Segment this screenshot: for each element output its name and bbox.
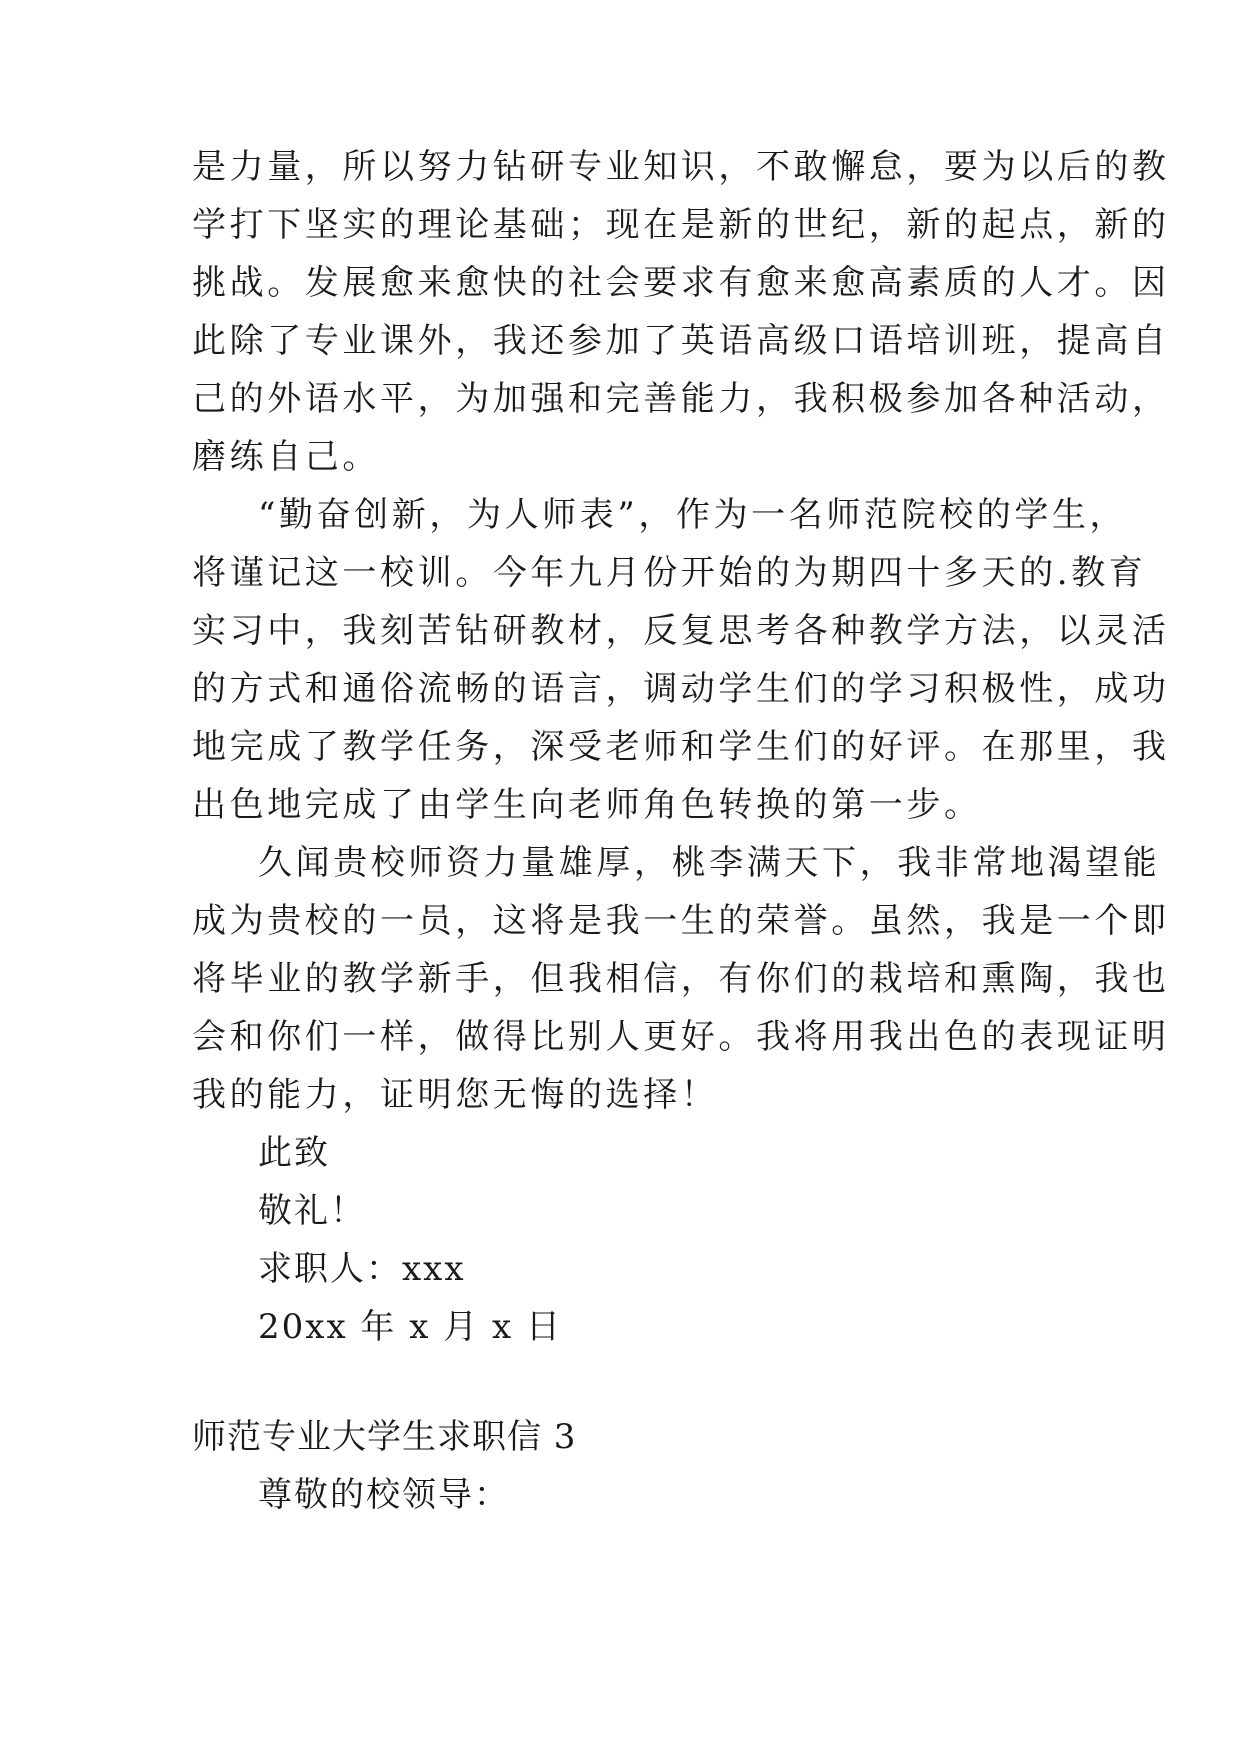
paragraph-1-line-4: 此除了专业课外，我还参加了英语高级口语培训班，提高自 — [192, 321, 1170, 361]
closing-salutation: 此致 — [258, 1133, 330, 1173]
closing-regards: 敬礼！ — [258, 1191, 366, 1231]
applicant-signature: 求职人：xxx — [258, 1249, 466, 1289]
paragraph-3-line-2: 成为贵校的一员，这将是我一生的荣誉。虽然，我是一个即 — [192, 901, 1170, 941]
paragraph-2-line-1: “勤奋创新，为人师表”，作为一名师范院校的学生， — [258, 495, 1128, 535]
paragraph-2-line-5: 地完成了教学任务，深受老师和学生们的好评。在那里，我 — [192, 727, 1170, 767]
paragraph-3-line-4: 会和你们一样，做得比别人更好。我将用我出色的表现证明 — [192, 1017, 1170, 1057]
paragraph-1-line-6: 磨练自己。 — [192, 437, 380, 477]
section-title: 师范专业大学生求职信 3 — [192, 1417, 577, 1457]
paragraph-3-line-3: 将毕业的教学新手，但我相信，有你们的栽培和熏陶，我也 — [192, 959, 1170, 999]
paragraph-1-line-2: 学打下坚实的理论基础；现在是新的世纪，新的起点，新的 — [192, 205, 1170, 245]
paragraph-2-line-2: 将谨记这一校训。今年九月份开始的为期四十多天的.教育 — [192, 553, 1147, 593]
letter-date: 20xx 年 x 月 x 日 — [258, 1307, 563, 1347]
paragraph-3-line-1: 久闻贵校师资力量雄厚，桃李满天下，我非常地渴望能 — [258, 843, 1161, 883]
paragraph-3-line-5: 我的能力，证明您无悔的选择！ — [192, 1075, 719, 1115]
paragraph-2-line-6: 出色地完成了由学生向老师角色转换的第一步。 — [192, 785, 982, 825]
paragraph-1-line-5: 己的外语水平，为加强和完善能力，我积极参加各种活动， — [192, 379, 1170, 419]
paragraph-2-line-4: 的方式和通俗流畅的语言，调动学生们的学习积极性，成功 — [192, 669, 1170, 709]
paragraph-1-line-1: 是力量，所以努力钻研专业知识，不敢懈怠，要为以后的教 — [192, 147, 1170, 187]
paragraph-1-line-3: 挑战。发展愈来愈快的社会要求有愈来愈高素质的人才。因 — [192, 263, 1170, 303]
paragraph-2-line-3: 实习中，我刻苦钻研教材，反复思考各种教学方法，以灵活 — [192, 611, 1170, 651]
letter-greeting: 尊敬的校领导： — [258, 1475, 510, 1515]
